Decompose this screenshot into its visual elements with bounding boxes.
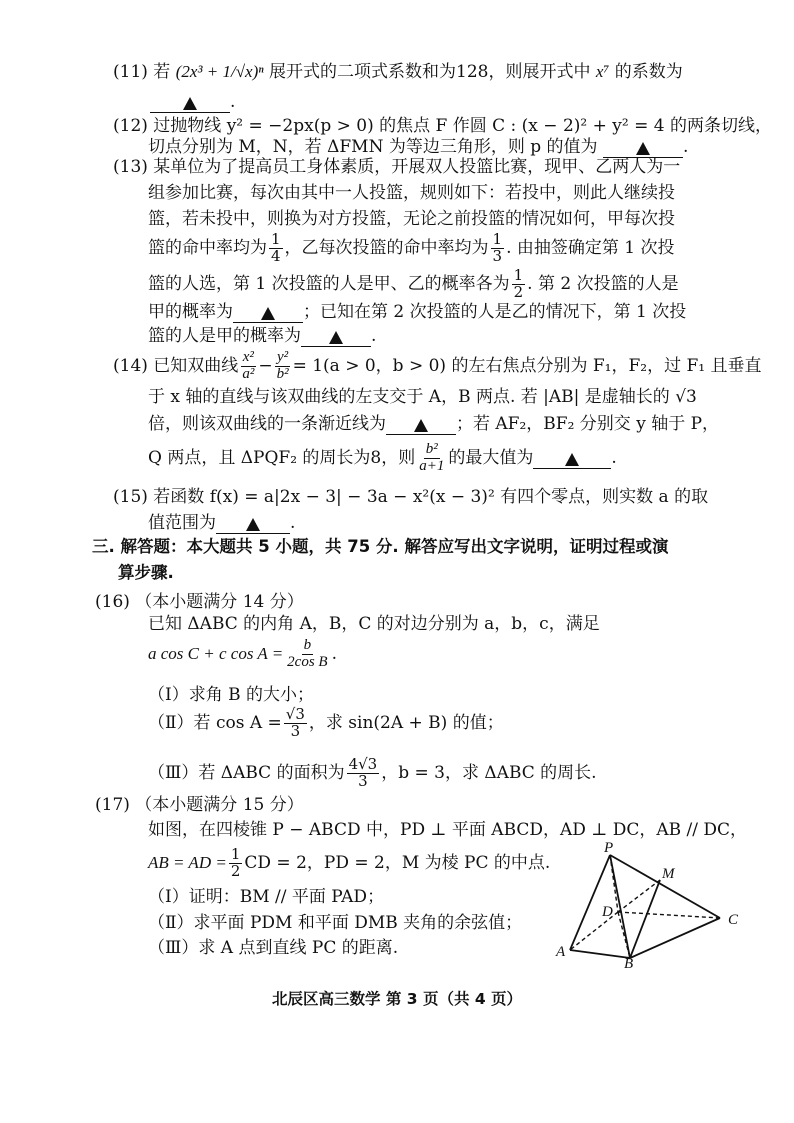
q13-line5: 篮的人选，第 1 次投篮的人是甲、乙的概率各为 $\frac{1}{2}$ . 第 2 次投篮的人是	[148, 266, 679, 301]
section3-heading: 三. 解答题：本大题共 5 小题，共 75 分. 解答应写出文字说明，证明过程或演	[92, 537, 669, 556]
edge-AB	[570, 950, 630, 958]
fraction-1-2: $\frac{1}{2}$	[230, 845, 241, 880]
fraction-b2-a1: $\frac{\text{b²}}{a+1}$	[419, 441, 445, 474]
label-M: M	[662, 866, 675, 882]
q16-part1: （Ⅰ）求角 B 的大小；	[148, 685, 315, 705]
page-footer: 北辰区高三数学 第 3 页（共 4 页）	[271, 990, 523, 1008]
q13-line4: 篮的命中率均为 $\frac{1}{4}$ ，乙每次投篮的命中率均为 $\frac{1}{3}$ . 由抽签确定第 1 次投	[148, 230, 675, 265]
answer-triangle-icon	[636, 142, 650, 155]
q16-part3: （Ⅲ）若 ΔABC 的面积为 $\frac{4√3}{3}$ ，b = 3，求 ΔABC 的周长.	[148, 755, 597, 790]
fraction-sqrt3-3: $\frac{√3}{3}$	[285, 705, 305, 740]
q17-part2: （Ⅱ）求平面 PDM 和平面 DMB 夹角的余弦值；	[148, 913, 523, 933]
fraction-1-4: $\frac{1}{4}$	[271, 230, 281, 265]
q17-head: (17) （本小题满分 15 分）	[95, 795, 304, 815]
q15-line2: 值范围为 .	[148, 513, 296, 533]
pyramid-figure	[550, 840, 750, 970]
fraction-4sqrt3-3: $\frac{4√3}{3}$	[348, 755, 378, 790]
q11-answer-blank: .	[150, 92, 235, 113]
q12-line2: 切点分别为 M，N，若 ΔFMN 为等边三角形，则 p 的值为 .	[148, 137, 689, 157]
answer-triangle-icon	[565, 453, 579, 466]
edge-DC	[618, 912, 720, 918]
q15-line1: (15) 若函数 f(x) = a|2x − 3| − 3a − x²(x − 3)² 有四个零点，则实数 a 的取	[113, 487, 709, 507]
fraction-1-2: $\frac{1}{2}$	[513, 266, 524, 301]
q16-equation: a cos C + c cos A = $\frac{b}{\text{2cos B}}$ .	[148, 637, 337, 670]
edge-PB	[610, 855, 630, 958]
fraction-x2-a2: $\frac{\text{x²}}{\text{a²}}$	[242, 349, 255, 382]
label-P: P	[604, 840, 614, 856]
q16-line1: 已知 ΔABC 的内角 A，B，C 的对边分别为 a，b，c，满足	[148, 614, 600, 634]
label-D: D	[602, 904, 613, 920]
q13-line3: 篮，若未投中，则换为对方投篮，无论之前投篮的情况如何，甲每次投	[148, 209, 675, 229]
q16-head: (16) （本小题满分 14 分）	[95, 592, 304, 612]
edge-PA	[570, 855, 610, 950]
q14-line3: 倍，则该双曲线的一条渐近线为 ；若 AF₂，BF₂ 分别交 y 轴于 P，	[148, 414, 720, 434]
q17-part3: （Ⅲ）求 A 点到直线 PC 的距离.	[148, 938, 399, 958]
edge-PC	[610, 855, 720, 918]
q12-line1: (12) 过抛物线 y² = −2px(p > 0) 的焦点 F 作圆 C : (x − 2)² + y² = 4 的两条切线，	[113, 116, 772, 136]
q11-line1: (11) 若 (2x³ + 1/√x)ⁿ 展开式的二项式系数和为128，则展开式中 x⁷ 的系数为	[113, 62, 683, 82]
answer-triangle-icon	[414, 419, 428, 432]
q14-line1: (14) 已知双曲线 $\frac{\text{x²}}{\text{a²}}$ − $\frac{\text{y²}}{\text{b²}}$ = 1(a > 0，b > 0) 的左右焦点分别为 F₁，F₂，过 F₁ 且垂直	[113, 349, 762, 382]
answer-triangle-icon	[329, 331, 343, 344]
fraction-1-3: $\frac{1}{3}$	[492, 230, 503, 265]
answer-triangle-icon	[246, 518, 260, 531]
label-C: C	[728, 912, 739, 928]
answer-triangle-icon	[183, 97, 197, 110]
q17-line1: 如图，在四棱锥 P − ABCD 中，PD ⊥ 平面 ABCD，AD ⊥ DC，AB // DC，	[148, 820, 748, 840]
section3-heading-cont: 算步骤.	[118, 563, 174, 582]
q14-line2: 于 x 轴的直线与该双曲线的左支交于 A，B 两点. 若 |AB| 是虚轴长的 √3	[148, 387, 697, 407]
label-A: A	[556, 944, 566, 960]
q17-part1: （Ⅰ）证明：BM // 平面 PAD；	[148, 887, 385, 907]
q16-part2: （Ⅱ）若 cos A = $\frac{√3}{3}$ ，求 sin(2A + B) 的值；	[148, 705, 504, 740]
q13-line1: (13) 某单位为了提高员工身体素质，开展双人投篮比赛，现甲、乙两人为一	[113, 157, 681, 177]
q11-expression: (2x³ + 1/√x)ⁿ	[175, 62, 264, 81]
q17-line2: AB = AD = $\frac{1}{2}$ CD = 2，PD = 2，M 为棱 PC 的中点.	[148, 845, 551, 880]
fraction-b-2cosB: $\frac{b}{\text{2cos B}}$	[287, 637, 328, 670]
fraction-y2-b2: $\frac{\text{y²}}{\text{b²}}$	[276, 349, 289, 382]
q13-line6: 甲的概率为 ；已知在第 2 次投篮的人是乙的情况下，第 1 次投	[148, 302, 687, 322]
q13-line7: 篮的人是甲的概率为 .	[148, 326, 377, 346]
q13-line2: 组参加比赛，每次由其中一人投篮，规则如下：若投中，则此人继续投	[148, 183, 675, 203]
answer-triangle-icon	[261, 307, 275, 320]
label-B: B	[624, 956, 634, 970]
q14-line4: Q 两点，且 ΔPQF₂ 的周长为8，则 $\frac{\text{b²}}{a+1}$ 的最大值为 .	[148, 441, 617, 474]
